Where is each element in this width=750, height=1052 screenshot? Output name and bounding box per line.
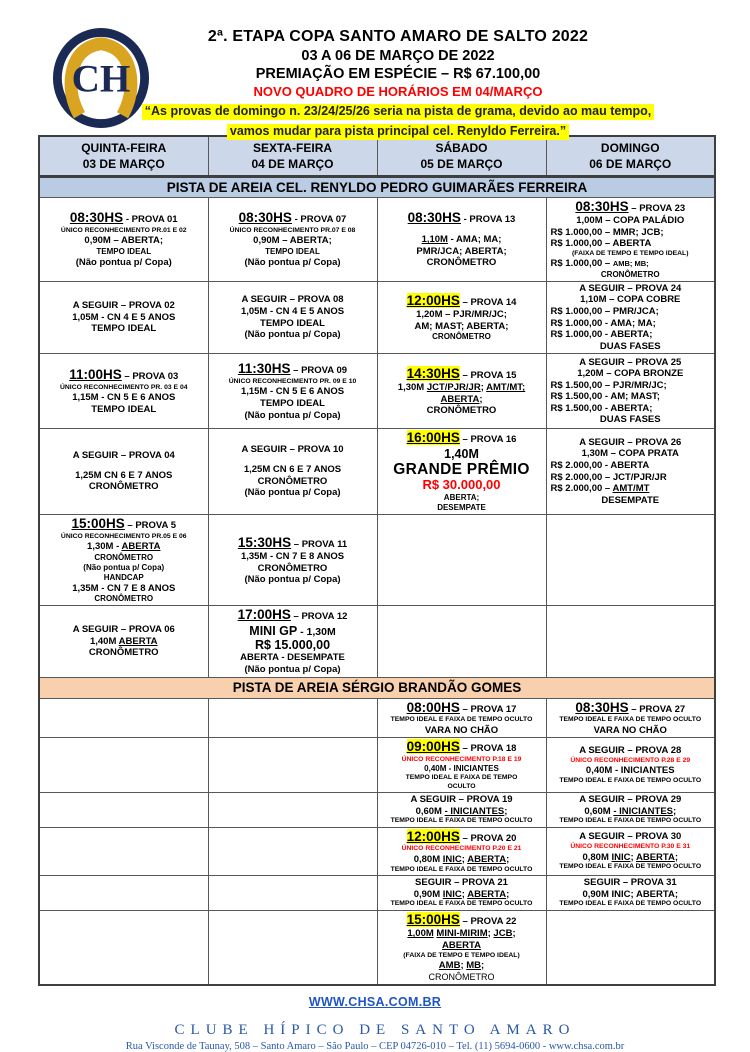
schedule-cell bbox=[208, 876, 377, 911]
schedule-cell: A SEGUIR – PROVA 30 ÚNICO RECONHECIMENTO P.30 E 31 0,80M INIC; ABERTA; TEMPO IDEAL E FAIXA DE TEMPO OCULTO bbox=[546, 828, 715, 876]
schedule-row bbox=[39, 606, 715, 677]
schedule-cell bbox=[208, 738, 377, 793]
day-header-sexta-feira: SEXTA-FEIRA 04 DE MARÇO bbox=[208, 136, 377, 176]
schedule-cell: SEGUIR – PROVA 21 0,90M INIC; ABERTA; TEMPO IDEAL E FAIXA DE TEMPO OCULTO bbox=[377, 876, 546, 911]
schedule-cell bbox=[39, 698, 208, 738]
schedule-cell bbox=[377, 515, 546, 606]
schedule-cell: 14:30HS – PROVA 15 1,30M JCT/PJR/JR; AMT/MT; ABERTA; CRONÔMETRO bbox=[377, 354, 546, 429]
schedule-cell: 08:30HS - PROVA 01 ÚNICO RECONHECIMENTO PR.01 E 02 0,90M – ABERTA; TEMPO IDEAL (Não pontua p/ Copa) bbox=[39, 197, 208, 281]
schedule-row bbox=[39, 429, 715, 515]
club-name: CLUBE HÍPICO DE SANTO AMARO bbox=[174, 1021, 576, 1038]
schedule-row bbox=[39, 354, 715, 429]
schedule-cell: 08:30HS - PROVA 07 ÚNICO RECONHECIMENTO PR.07 E 08 0,90M – ABERTA; TEMPO IDEAL (Não pontua p/ Copa) bbox=[208, 197, 377, 281]
event-dates: 03 A 06 DE MARÇO DE 2022 bbox=[301, 48, 495, 64]
schedule-cell: 12:00HS – PROVA 20 ÚNICO RECONHECIMENTO P.20 E 21 0,80M INIC; ABERTA; TEMPO IDEAL E FAIXA DE TEMPO OCULTO bbox=[377, 828, 546, 876]
schedule-cell: 08:30HS – PROVA 27 TEMPO IDEAL E FAIXA DE TEMPO OCULTO VARA NO CHÃO bbox=[546, 698, 715, 738]
schedule-cell bbox=[39, 876, 208, 911]
schedule-cell: SEGUIR – PROVA 31 0,90M INIC; ABERTA; TEMPO IDEAL E FAIXA DE TEMPO OCULTO bbox=[546, 876, 715, 911]
section-header-2: PISTA DE AREIA SÉRGIO BRANDÃO GOMES bbox=[39, 677, 715, 698]
schedule-row bbox=[39, 793, 715, 828]
schedule-cell: A SEGUIR – PROVA 08 1,05M - CN 4 E 5 ANOS TEMPO IDEAL (Não pontua p/ Copa) bbox=[208, 281, 377, 353]
schedule-cell bbox=[546, 606, 715, 677]
schedule-cell: 08:30HS - PROVA 13 1,10M - AMA; MA; PMR/JCA; ABERTA; CRONÔMETRO bbox=[377, 197, 546, 281]
club-address: Rua Visconde de Taunay, 508 – Santo Amaro – São Paulo – CEP 04726-010 – Tel. (11) 5694-0600 - www.chsa.com.br bbox=[125, 1040, 625, 1052]
day-header-s-bado: SÁBADO 05 DE MARÇO bbox=[377, 136, 546, 176]
event-title: 2ª. ETAPA COPA SANTO AMARO DE SALTO 2022 bbox=[207, 28, 589, 45]
schedule-cell bbox=[208, 698, 377, 738]
schedule-cell: A SEGUIR – PROVA 19 0,60M - INICIANTES; TEMPO IDEAL E FAIXA DE TEMPO OCULTO bbox=[377, 793, 546, 828]
document-footer bbox=[0, 993, 750, 1052]
schedule-row bbox=[39, 911, 715, 985]
schedule-row bbox=[39, 828, 715, 876]
schedule-row bbox=[39, 281, 715, 353]
day-header-row bbox=[39, 136, 715, 176]
schedule-table-wrap bbox=[38, 135, 716, 986]
website-link[interactable]: WWW.CHSA.COM.BR bbox=[308, 994, 442, 1009]
schedule-cell: A SEGUIR – PROVA 29 0,60M - INICIANTES; TEMPO IDEAL E FAIXA DE TEMPO OCULTO bbox=[546, 793, 715, 828]
schedule-row bbox=[39, 738, 715, 793]
schedule-cell: 15:00HS – PROVA 5 ÚNICO RECONHECIMENTO PR.05 E 06 1,30M - ABERTA CRONÔMETRO (Não pontua p/ Copa) HANDCAP 1,35M - CN 7 E 8 ANOS CRONÔMETRO bbox=[39, 515, 208, 606]
document-header bbox=[0, 0, 750, 138]
schedule-cell: 15:00HS – PROVA 22 1,00M MINI-MIRIM; JCB; ABERTA (FAIXA DE TEMPO E TEMPO IDEAL) AMB; MB; CRONÔMETRO bbox=[377, 911, 546, 985]
schedule-cell bbox=[208, 911, 377, 985]
weather-note-line1: “As provas de domingo n. 23/24/25/26 seria na pista de grama, devido ao mau tempo, bbox=[142, 104, 654, 120]
schedule-cell: 17:00HS – PROVA 12 MINI GP - 1,30M R$ 15.000,00 ABERTA - DESEMPATE (Não pontua p/ Copa) bbox=[208, 606, 377, 677]
club-logo-icon bbox=[52, 26, 150, 130]
schedule-cell: 09:00HS – PROVA 18 ÚNICO RECONHECIMENTO P.18 E 19 0,40M - INICIANTES TEMPO IDEAL E FAIXA DE TEMPO OCULTO bbox=[377, 738, 546, 793]
schedule-cell bbox=[39, 738, 208, 793]
schedule-cell: A SEGUIR – PROVA 02 1,05M - CN 4 E 5 ANOS TEMPO IDEAL bbox=[39, 281, 208, 353]
schedule-table bbox=[38, 135, 716, 986]
schedule-cell bbox=[546, 515, 715, 606]
schedule-cell: A SEGUIR – PROVA 28 ÚNICO RECONHECIMENTO P.28 E 29 0,40M - INICIANTES TEMPO IDEAL E FAIXA DE TEMPO OCULTO bbox=[546, 738, 715, 793]
schedule-cell bbox=[39, 828, 208, 876]
prize-total: PREMIAÇÃO EM ESPÉCIE – R$ 67.100,00 bbox=[255, 66, 541, 82]
schedule-cell: A SEGUIR – PROVA 24 1,10M – COPA COBRE R$ 1.000,00 – PMR/JCA; R$ 1.000,00 - AMA; MA; R$ 1.000,00 - ABERTA; DUAS FASES bbox=[546, 281, 715, 353]
schedule-cell: 08:30HS – PROVA 23 1,00M – COPA PALÁDIO R$ 1.000,00 – MMR; JCB; R$ 1.000,00 – ABERTA (FAIXA DE TEMPO E TEMPO IDEAL) R$ 1.000,00 – AMB; MB; CRONÔMETRO bbox=[546, 197, 715, 281]
schedule-cell: 11:00HS – PROVA 03 ÚNICO RECONHECIMENTO PR. 03 E 04 1,15M - CN 5 E 6 ANOS TEMPO IDEAL bbox=[39, 354, 208, 429]
schedule-cell bbox=[39, 911, 208, 985]
schedule-cell: 12:00HS – PROVA 14 1,20M – PJR/MR/JC; AM; MAST; ABERTA; CRONÔMETRO bbox=[377, 281, 546, 353]
day-header-domingo: DOMINGO 06 DE MARÇO bbox=[546, 136, 715, 176]
schedule-cell: A SEGUIR – PROVA 10 1,25M CN 6 E 7 ANOS CRONÔMETRO (Não pontua p/ Copa) bbox=[208, 429, 377, 515]
schedule-cell bbox=[377, 606, 546, 677]
schedule-row bbox=[39, 876, 715, 911]
schedule-row bbox=[39, 515, 715, 606]
weather-note-line2: vamos mudar para pista principal cel. Renyldo Ferreira.” bbox=[227, 124, 569, 140]
day-header-quinta-feira: QUINTA-FEIRA 03 DE MARÇO bbox=[39, 136, 208, 176]
svg-text:CH: CH bbox=[71, 57, 131, 101]
schedule-change-notice: NOVO QUADRO DE HORÁRIOS EM 04/MARÇO bbox=[253, 84, 543, 99]
schedule-row bbox=[39, 698, 715, 738]
schedule-cell: 08:00HS – PROVA 17 TEMPO IDEAL E FAIXA DE TEMPO OCULTO VARA NO CHÃO bbox=[377, 698, 546, 738]
schedule-cell: 15:30HS – PROVA 11 1,35M - CN 7 E 8 ANOS CRONÔMETRO (Não pontua p/ Copa) bbox=[208, 515, 377, 606]
section-header-1: PISTA DE AREIA CEL. RENYLDO PEDRO GUIMARÃES FERREIRA bbox=[39, 176, 715, 197]
schedule-cell bbox=[208, 793, 377, 828]
schedule-row bbox=[39, 197, 715, 281]
schedule-cell: A SEGUIR – PROVA 26 1,30M – COPA PRATA R$ 2.000,00 - ABERTA R$ 2.000,00 – JCT/PJR/JR R$ 2.000,00 – AMT/MT DESEMPATE bbox=[546, 429, 715, 515]
schedule-cell: 16:00HS – PROVA 16 1,40M GRANDE PRÊMIO R$ 30.000,00 ABERTA; DESEMPATE bbox=[377, 429, 546, 515]
schedule-cell bbox=[546, 911, 715, 985]
schedule-cell: 11:30HS – PROVA 09 ÚNICO RECONHECIMENTO PR. 09 E 10 1,15M - CN 5 E 6 ANOS TEMPO IDEAL (Não pontua p/ Copa) bbox=[208, 354, 377, 429]
schedule-cell: A SEGUIR – PROVA 04 1,25M CN 6 E 7 ANOS CRONÔMETRO bbox=[39, 429, 208, 515]
schedule-cell bbox=[208, 828, 377, 876]
schedule-cell: A SEGUIR – PROVA 25 1,20M – COPA BRONZE R$ 1.500,00 – PJR/MR/JC; R$ 1.500,00 - AM; MAST; R$ 1.500,00 - ABERTA; DUAS FASES bbox=[546, 354, 715, 429]
schedule-cell bbox=[39, 793, 208, 828]
schedule-cell: A SEGUIR – PROVA 06 1,40M ABERTA CRONÔMETRO bbox=[39, 606, 208, 677]
